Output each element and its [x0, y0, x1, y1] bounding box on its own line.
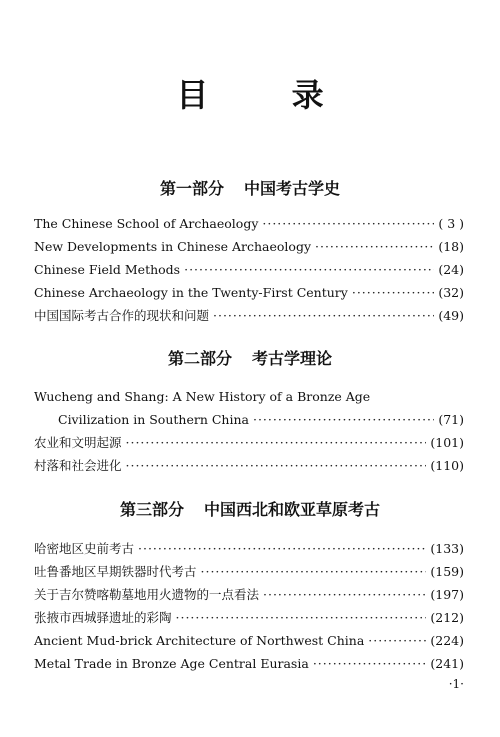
toc-list-part-1 [34, 212, 464, 327]
entry-page: (24) [438, 262, 464, 277]
entry-title: 张掖市西城驿遗址的彩陶 [34, 610, 172, 625]
part-name: 中国考古学史 [244, 179, 341, 198]
leader-dots [126, 431, 427, 454]
entry-title: 关于吉尔赞喀勒墓地用火遗物的一点看法 [34, 587, 260, 602]
entry-page: (110) [430, 458, 464, 473]
leader-dots [126, 454, 427, 477]
toc-list-part-3 [34, 537, 464, 675]
toc-entry[interactable] [34, 629, 464, 652]
entry-page: (159) [430, 564, 464, 579]
entry-title: New Developments in Chinese Archaeology [34, 239, 312, 254]
leader-dots [176, 606, 427, 629]
entry-page: (212) [430, 610, 464, 625]
entry-page: (197) [430, 587, 464, 602]
leader-dots [368, 629, 426, 652]
leader-dots [315, 235, 434, 258]
part-heading-3 [0, 497, 500, 520]
part-number: 第二部分 [167, 349, 232, 368]
entry-page: (133) [430, 541, 464, 556]
entry-title: Wucheng and Shang: A New History of a Bronze Age [34, 389, 371, 404]
toc-entry[interactable] [34, 606, 464, 629]
leader-dots [253, 408, 434, 431]
page-title: 目 录 [176, 76, 360, 114]
toc-entry-continuation[interactable] [34, 408, 464, 431]
leader-dots [213, 304, 434, 327]
toc-entry[interactable] [34, 652, 464, 675]
entry-title: 农业和文明起源 [34, 435, 122, 450]
entry-page: (32) [438, 285, 464, 300]
entry-title: Civilization in Southern China [58, 412, 249, 427]
entry-page: (49) [438, 308, 464, 323]
part-name: 中国西北和欧亚草原考古 [204, 500, 381, 519]
entry-title: 村落和社会进化 [34, 458, 122, 473]
entry-title: Chinese Field Methods [34, 262, 181, 277]
leader-dots [138, 537, 426, 560]
entry-title: Chinese Archaeology in the Twenty-First Century [34, 285, 348, 300]
toc-entry[interactable] [34, 431, 464, 454]
leader-dots [201, 560, 427, 583]
entry-page: ( 3 ) [438, 216, 464, 231]
leader-dots [313, 652, 427, 675]
toc-entry[interactable] [34, 258, 464, 281]
entry-page: (101) [430, 435, 464, 450]
entry-title: 吐鲁番地区早期铁器时代考古 [34, 564, 197, 579]
leader-dots [263, 583, 426, 606]
leader-dots [184, 258, 434, 281]
entry-title: 哈密地区史前考古 [34, 541, 135, 556]
part-heading-2 [0, 346, 500, 369]
toc-entry[interactable] [34, 304, 464, 327]
toc-entry[interactable] [34, 454, 464, 477]
entry-title: Metal Trade in Bronze Age Central Eurasia [34, 656, 309, 671]
entry-page: (71) [438, 412, 464, 427]
toc-entry[interactable] [34, 560, 464, 583]
page-number: ·1· [448, 677, 464, 691]
toc-entry[interactable] [34, 583, 464, 606]
toc-entry[interactable] [34, 212, 464, 235]
leader-dots [262, 212, 434, 235]
toc-entry[interactable] [34, 281, 464, 304]
leader-dots [352, 281, 434, 304]
entry-page: (18) [438, 239, 464, 254]
toc-entry[interactable] [34, 537, 464, 560]
part-number: 第一部分 [159, 179, 224, 198]
entry-title: The Chinese School of Archaeology [34, 216, 259, 231]
toc-entry[interactable] [34, 385, 464, 408]
toc-list-part-2 [34, 385, 464, 477]
part-name: 考古学理论 [252, 349, 333, 368]
entry-page: (241) [430, 656, 464, 671]
entry-title: 中国国际考古合作的现状和问题 [34, 308, 210, 323]
toc-entry[interactable] [34, 235, 464, 258]
part-heading-1 [0, 176, 500, 199]
entry-page: (224) [430, 633, 464, 648]
part-number: 第三部分 [119, 500, 184, 519]
entry-title: Ancient Mud-brick Architecture of Northwest China [34, 633, 365, 648]
